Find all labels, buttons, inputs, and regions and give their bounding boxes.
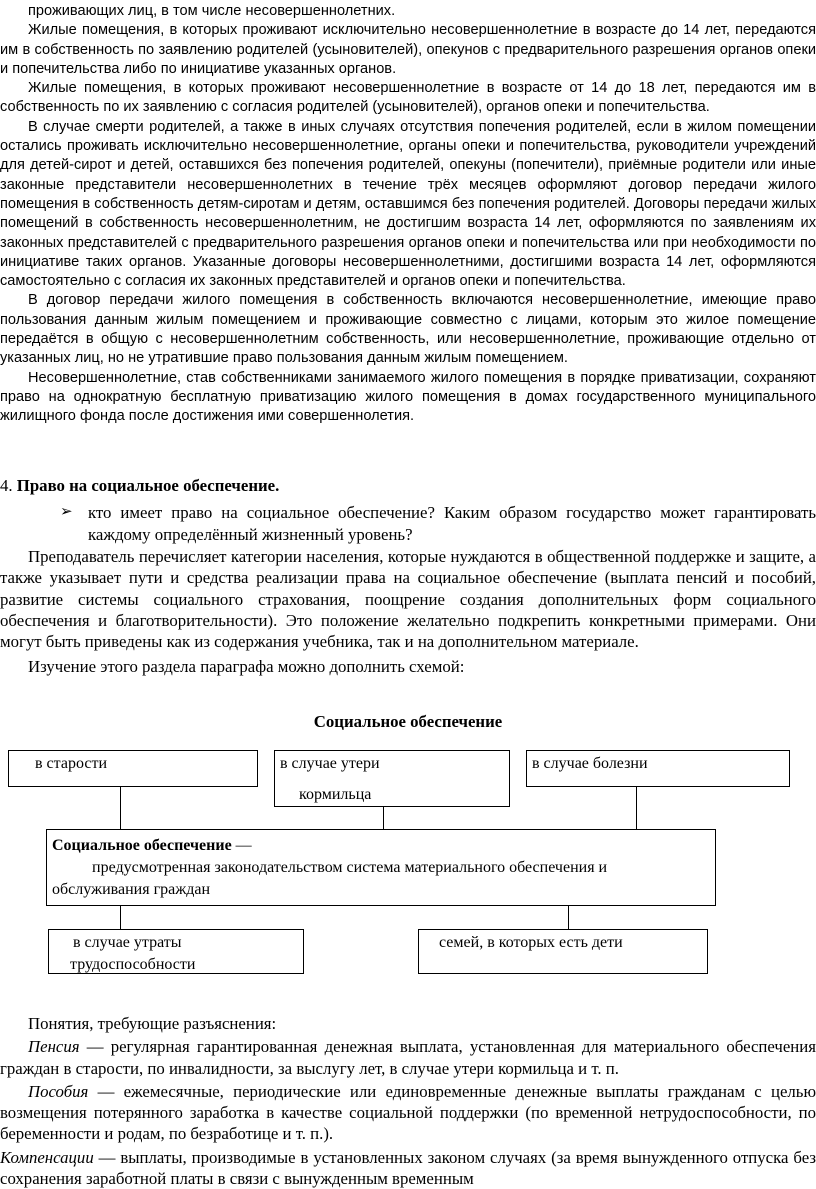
box-illness <box>526 750 790 787</box>
scheme-title: Социальное обеспечение <box>313 712 503 731</box>
paragraph: проживающих лиц, в том числе несовершеннолетних. <box>28 3 396 19</box>
section-title: Право на социальное обеспечение. <box>16 476 280 495</box>
paragraph: Изучение этого раздела параграфа можно дополнить схемой: <box>28 657 465 677</box>
paragraph: Несовершеннолетние, став собственниками занимаемого жилого помещения в порядке приватизации, сохраняют право на однократную бесплатную приватизацию жилого помещения в домах государственного муниципального жилищного фонда после достижения ими совершеннолетия. <box>0 369 816 425</box>
concept-term: Пенсия <box>28 1037 80 1057</box>
concept-compensations <box>0 1147 816 1189</box>
concept-term: Пособия <box>28 1081 89 1101</box>
box-disability <box>48 929 304 974</box>
definition-term: Социальное обеспечение <box>52 837 232 854</box>
teacher-text-block <box>0 546 816 678</box>
paragraph: Преподаватель перечисляет категории населения, которые нуждаются в общественной поддержке и защите, а также указывает пути и средства реализации права на социальное обеспечение (выплата пенсий и пособий, развитие системы социального страхования, поощрение создания дополнительных форм социального обеспечения и благотворительности). Это положение желательно подкрепить конкретными примерами. Они могут быть приведены как из содержания учебника, так и на дополнительном материале. <box>0 547 816 652</box>
connector-line <box>120 786 121 829</box>
box-label: в случае болезни <box>532 755 648 772</box>
box-label: в старости <box>35 755 107 772</box>
connector-line <box>120 905 121 930</box>
connector-line <box>568 905 569 930</box>
connector-line <box>636 786 637 829</box>
top-text-block <box>0 2 816 427</box>
definition-dash: — <box>231 837 252 854</box>
arrow-bullet-icon: ➢ <box>60 504 73 520</box>
concept-text: — ежемесячные, периодические или единовременные денежные выплаты гражданам с целью возмещения потерянного заработка в качестве социальной поддержки (по временной нетрудоспособности, по беременности и родам, по безработице и т. п.). <box>0 1081 816 1144</box>
box-label: в случае утери <box>280 755 380 772</box>
paragraph: В договор передачи жилого помещения в собственность включаются несовершеннолетние, имеющие право пользования данным жилым помещением и проживающие совместно с лицами, которым это жилое помещение передаётся в общую с несовершеннолетним собственность, или несовершеннолетние, проживающие отдельно от указанных лиц, но не утратившие право пользования данным жилым помещением. <box>0 292 816 367</box>
paragraph: Жилые помещения, в которых проживают исключительно несовершеннолетние в возрасте до 14 лет, передаются им в собственность по заявлению родителей (усыновителей), опекунов с предварительного разрешения органов опеки и попечительства либо по инициативе указанных органов. <box>0 22 816 77</box>
paragraph: Жилые помещения, в которых проживают несовершеннолетние в возрасте от 14 до 18 лет, передаются им в собственность по их заявлению с согласия родителей (усыновителей), органов опеки и попечительства. <box>0 80 816 116</box>
concept-text: — выплаты, производимые в установленных законом случаях (за время вынужденного отпуска без сохранения заработной платы в связи с вынужденным временным <box>0 1147 816 1189</box>
concepts-block <box>0 1013 816 1189</box>
box-label: кормильца <box>299 786 372 803</box>
bullet-question <box>60 502 816 545</box>
section-number: 4. <box>0 476 13 495</box>
paragraph: В случае смерти родителей, а также в иных случаях отсутствия попечения родителей, если в жилом помещении остались проживать исключительно несовершеннолетние, органы опеки и попечительства, руководители учреждений для детей-сирот и детей, оставшихся без попечения родителей, опекуны (попечители), приёмные родители или иные законные представители несовершеннолетних в течение трёх месяцев оформляют договор передачи жилого помещения в собственность детям-сиротам и детям, оставшимся без попечения родителей. Договоры передачи жилых помещений в собственность несовершеннолетним, не достигшим возраста 14 лет, оформляются по заявлениям их законных представителей с предварительного разрешения органов опеки и попечительства или при необходимости по инициативе таких органов. Указанные договоры несовершеннолетними, достигшими возраста 14 лет, оформляются самостоятельно с согласия их законных представителей и органов опеки и попечительства. <box>0 118 816 290</box>
definition-text: предусмотренная законодательством система материального обеспечения и обслуживания граждан <box>52 859 608 898</box>
box-old-age <box>8 750 258 787</box>
concept-pension <box>0 1036 816 1079</box>
connector-line <box>383 806 384 829</box>
box-definition <box>46 829 716 906</box>
bullet-text: кто имеет право на социальное обеспечение? Каким образом государство может гарантировать каждому определённый жизненный уровень? <box>88 503 816 544</box>
concepts-intro: Понятия, требующие разъяснения: <box>28 1014 277 1033</box>
box-loss-of-breadwinner <box>274 750 510 807</box>
box-label: в случае утраты <box>73 934 182 951</box>
section-heading <box>0 476 279 496</box>
box-label: семей, в которых есть дети <box>439 934 623 951</box>
concept-benefits <box>0 1081 816 1145</box>
box-label: трудоспособности <box>70 956 196 973</box>
box-families-with-children <box>418 929 708 974</box>
concept-text: — регулярная гарантированная денежная выплата, установленная для материального обеспечения граждан в старости, по инвалидности, за выслугу лет, в случае утери кормильца и т. п. <box>0 1037 816 1078</box>
concept-term: Компенсации <box>0 1147 94 1167</box>
